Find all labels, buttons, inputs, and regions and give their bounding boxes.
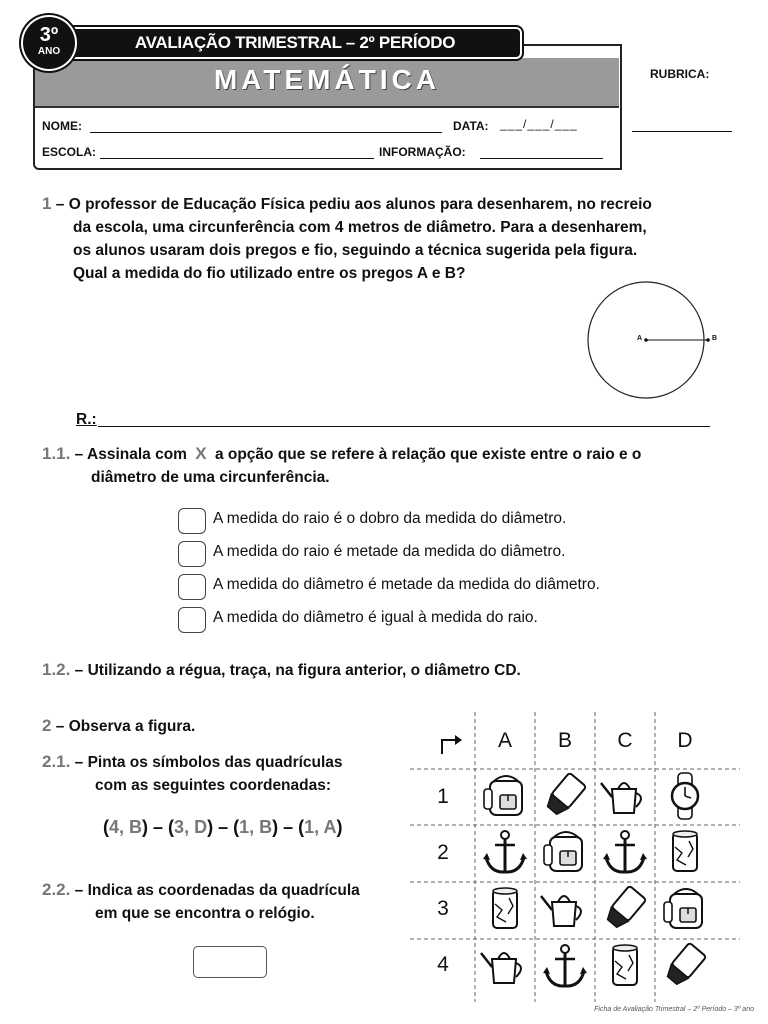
q2-1-number: 2.1. bbox=[42, 752, 71, 771]
q2-number: 2 bbox=[42, 716, 52, 735]
backpack-icon[interactable] bbox=[658, 884, 712, 934]
point-a-label: A bbox=[637, 335, 643, 342]
column-header-a: A bbox=[497, 729, 512, 752]
anchor-icon[interactable] bbox=[598, 827, 652, 877]
q1-number: 1 bbox=[42, 194, 52, 213]
name-field[interactable] bbox=[90, 132, 442, 133]
q2-2-number: 2.2. bbox=[42, 880, 71, 899]
coord-number: 4 bbox=[109, 817, 120, 837]
crushed-can-icon[interactable] bbox=[598, 941, 652, 991]
anchor-icon[interactable] bbox=[538, 941, 592, 991]
coordinates-list: (4, B) – (3, D) – (1, B) – (1, A) bbox=[103, 817, 343, 837]
q2-1-line-1: Pinta os símbolos das quadrículas bbox=[87, 754, 343, 771]
coord-letter: B bbox=[259, 817, 273, 837]
crushed-can-icon[interactable] bbox=[478, 884, 532, 934]
row-header-3: 3 bbox=[437, 897, 449, 920]
watering-can-icon[interactable] bbox=[598, 771, 652, 821]
school-field[interactable] bbox=[100, 158, 374, 159]
arrow-head-icon bbox=[455, 735, 462, 745]
grade-number: 3º bbox=[39, 24, 59, 46]
column-header-b: B bbox=[557, 729, 572, 752]
backpack-icon[interactable] bbox=[478, 771, 532, 821]
assessment-title: AVALIAÇÃO TRIMESTRAL – 2º PERÍODO bbox=[134, 33, 456, 52]
q1-line-2: da escola, uma circunferência com 4 metros de diâmetro. Para a desenharem, bbox=[73, 219, 647, 236]
coord-number: 1 bbox=[304, 817, 315, 837]
q1-text: 1 – O professor de Educação Física pediu aos alunos para desenharem, no recreio da escola, uma circunferência com 4 metros de diâmetro. Para a desenharem, os alunos usaram dois pregos e fio, seguindo a técnica sugerida pela figura. Qual a medida do fio utilizado entre os pregos A e B? bbox=[42, 192, 732, 285]
circle-figure bbox=[578, 280, 728, 405]
option-text: A medida do diâmetro é metade da medida do diâmetro. bbox=[213, 576, 600, 593]
row-header-2: 2 bbox=[437, 841, 449, 864]
q2-statement: Observa a figura. bbox=[68, 718, 196, 735]
q1-2-number: 1.2. bbox=[42, 660, 71, 679]
pencil-eraser-icon[interactable] bbox=[658, 941, 712, 991]
q1-line-3: os alunos usaram dois pregos e fio, seguindo a técnica sugerida pela figura. bbox=[73, 242, 638, 259]
crushed-can-icon[interactable] bbox=[658, 827, 712, 877]
q1-1-text: 1.1. – Assinala com X a opção que se refere à relação que existe entre o raio e o diâmetro de uma circunferência. bbox=[42, 442, 742, 489]
q1-line-4: Qual a medida do fio utilizado entre os pregos A e B? bbox=[73, 265, 466, 282]
date-field[interactable]: ___/___/___ bbox=[500, 117, 578, 131]
q1-1-text-after: a opção que se refere à relação que existe entre o raio e o bbox=[214, 446, 642, 463]
grade-label: ANO bbox=[37, 46, 61, 57]
option-checkbox[interactable] bbox=[178, 574, 206, 600]
point-b-label: B bbox=[712, 335, 718, 342]
option-checkbox[interactable] bbox=[178, 541, 206, 567]
q1-1-line-2: diâmetro de uma circunferência. bbox=[91, 469, 330, 486]
column-header-d: D bbox=[677, 729, 693, 752]
option-text: A medida do raio é metade da medida do diâmetro. bbox=[213, 543, 566, 560]
row-header-1: 1 bbox=[437, 785, 449, 808]
school-label: ESCOLA: bbox=[42, 145, 96, 159]
pencil-eraser-icon[interactable] bbox=[598, 884, 652, 934]
q1-2-text: 1.2. – Utilizando a régua, traça, na figura anterior, o diâmetro CD. bbox=[42, 660, 521, 679]
coord-letter: D bbox=[194, 817, 208, 837]
q1-1-number: 1.1. bbox=[42, 444, 71, 463]
rubric-label: RUBRICA: bbox=[650, 67, 710, 81]
pencil-eraser-icon[interactable] bbox=[538, 771, 592, 821]
rubric-box bbox=[620, 44, 744, 170]
q1-2-statement: Utilizando a régua, traça, na figura anterior, o diâmetro CD. bbox=[87, 662, 521, 679]
q2-1-line-2: com as seguintes coordenadas: bbox=[95, 777, 332, 794]
option-text: A medida do raio é o dobro da medida do diâmetro. bbox=[213, 510, 567, 527]
footer-text: Ficha de Avaliação Trimestral – 2º Período – 3º ano bbox=[594, 1006, 754, 1013]
grade-badge bbox=[23, 17, 75, 69]
backpack-icon[interactable] bbox=[538, 827, 592, 877]
watering-can-icon[interactable] bbox=[538, 884, 592, 934]
q2-2-line-2: em que se encontra o relógio. bbox=[95, 905, 315, 922]
q1-1-text-before: Assinala com bbox=[87, 446, 187, 463]
assessment-banner bbox=[70, 29, 520, 57]
option-text: A medida do diâmetro é igual à medida do raio. bbox=[213, 609, 538, 626]
name-label: NOME: bbox=[42, 119, 82, 133]
answer-line[interactable] bbox=[98, 426, 710, 427]
info-label: INFORMAÇÃO: bbox=[379, 145, 466, 159]
nail-a bbox=[644, 338, 648, 342]
date-label: DATA: bbox=[453, 119, 489, 133]
wristwatch-icon[interactable] bbox=[658, 771, 712, 821]
column-header-c: C bbox=[617, 729, 633, 752]
answer-label: R.: bbox=[76, 411, 97, 428]
option-checkbox[interactable] bbox=[178, 508, 206, 534]
coord-number: 1 bbox=[239, 817, 250, 837]
coord-number: 3 bbox=[174, 817, 185, 837]
coord-letter: A bbox=[323, 817, 337, 837]
option-checkbox[interactable] bbox=[178, 607, 206, 633]
anchor-icon[interactable] bbox=[478, 827, 532, 877]
nail-b bbox=[706, 338, 710, 342]
rubric-line[interactable] bbox=[632, 131, 732, 132]
coord-letter: B bbox=[129, 817, 143, 837]
row-header-4: 4 bbox=[437, 953, 449, 976]
mark-x: X bbox=[195, 444, 207, 463]
subject-title: MATEMÁTICA bbox=[213, 64, 441, 95]
watering-can-icon[interactable] bbox=[478, 941, 532, 991]
q2-2-line-1: Indica as coordenadas da quadrícula bbox=[87, 882, 360, 899]
q2-1-text: 2.1. – Pinta os símbolos das quadrículas com as seguintes coordenadas: bbox=[42, 750, 402, 797]
q1-line-1: O professor de Educação Física pediu aos alunos para desenharem, no recreio bbox=[68, 196, 652, 213]
clock-answer-box[interactable] bbox=[193, 946, 267, 978]
q2-2-text: 2.2. – Indica as coordenadas da quadrícula em que se encontra o relógio. bbox=[42, 878, 402, 925]
q2-text: 2 – Observa a figura. bbox=[42, 716, 196, 735]
info-field[interactable] bbox=[480, 158, 603, 159]
